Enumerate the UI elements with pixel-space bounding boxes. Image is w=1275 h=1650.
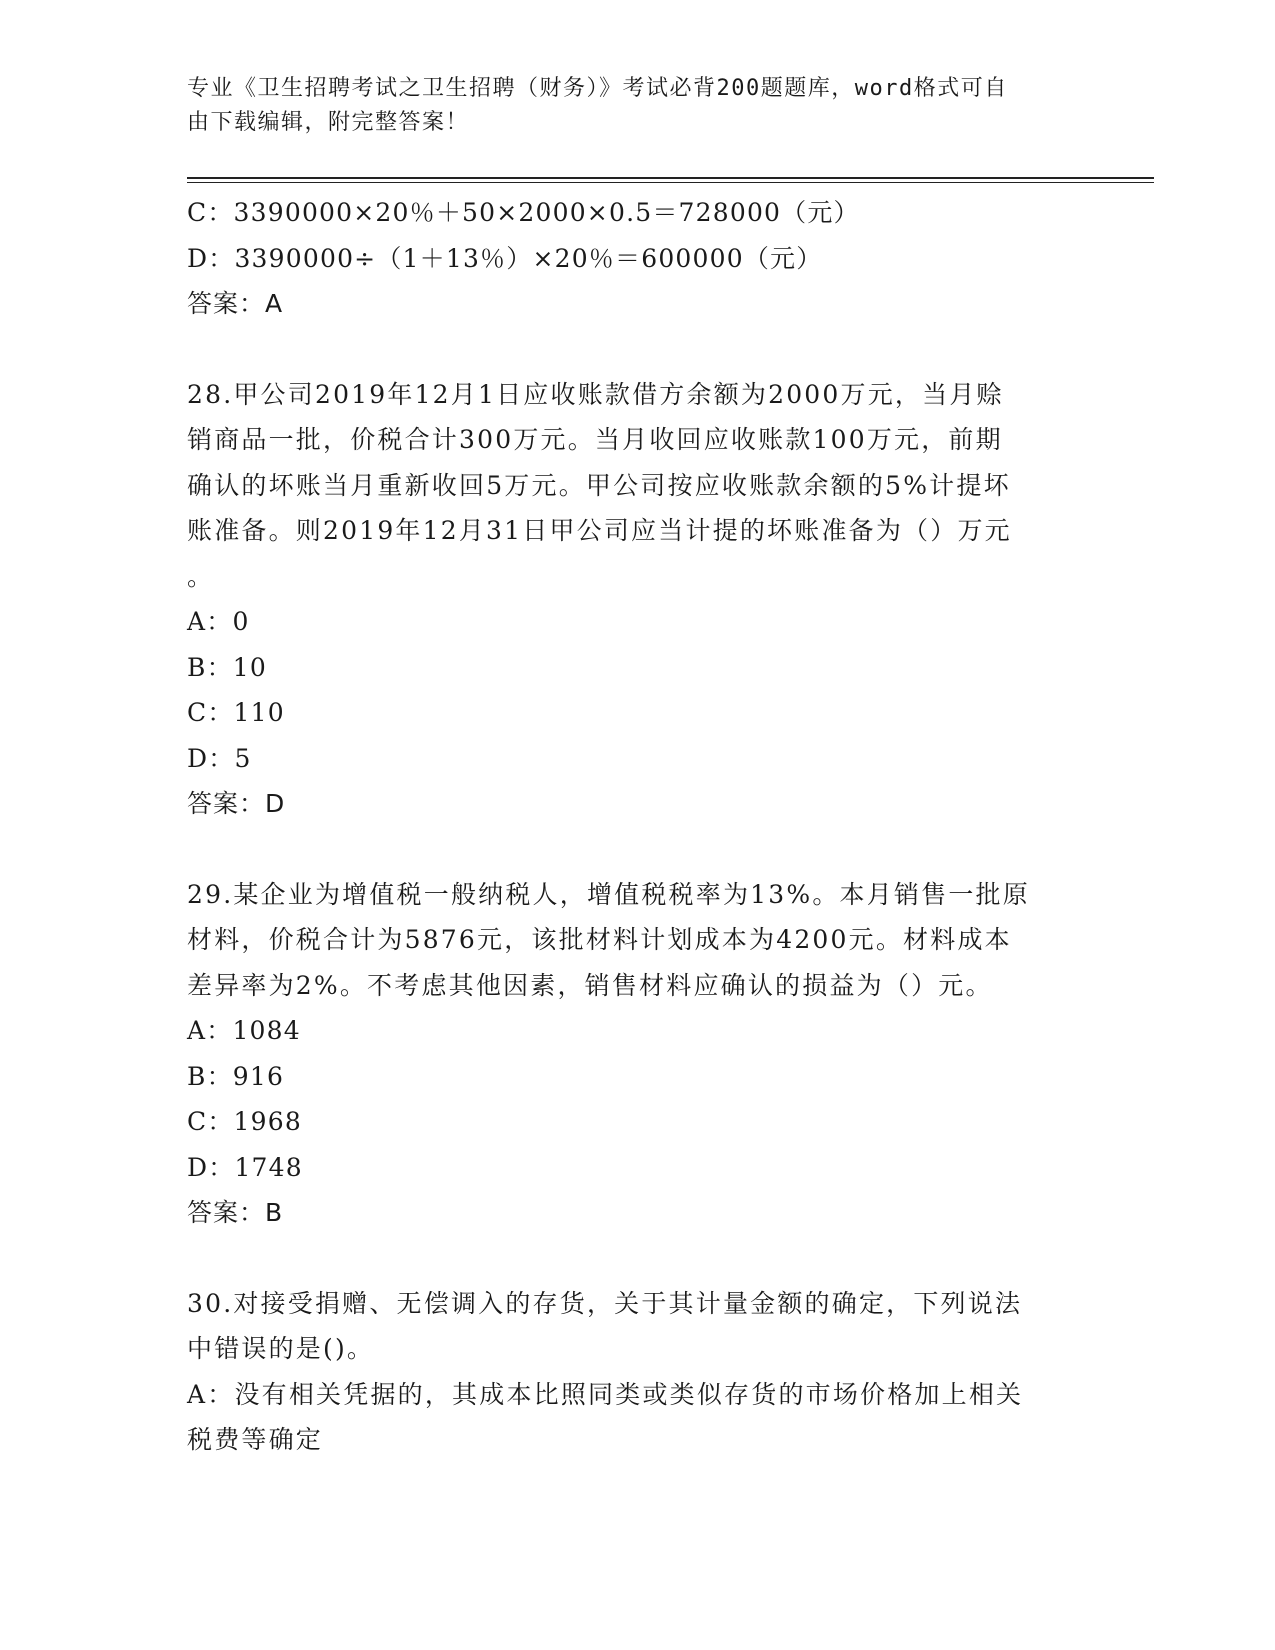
q29-option-c: C：1968 — [187, 1107, 302, 1136]
q29-line-1: 29.某企业为增值税一般纳税人，增值税税率为13%。本月销售一批原 — [187, 879, 1030, 909]
question-28 — [187, 372, 1087, 827]
q28-line-1: 28.甲公司2019年12月1日应收账款借方余额为2000万元，当月赊 — [187, 379, 1004, 409]
q29-line-2: 材料，价税合计为5876元，该批材料计划成本为4200元。材料成本 — [187, 925, 1012, 954]
spacer — [187, 827, 1087, 872]
q28-option-d: D：5 — [187, 743, 252, 773]
document-header — [187, 72, 1067, 140]
q29-option-b: B：916 — [187, 1061, 285, 1091]
q30-line-2: 中错误的是()。 — [187, 1334, 375, 1363]
q28-line-4: 账准备。则2019年12月31日甲公司应当计提的坏账准备为（）万元 — [187, 516, 1012, 545]
prev-option-c: C：3390000×20％＋50×2000×0.5＝728000（元） — [187, 198, 860, 227]
q28-line-5: 。 — [187, 561, 215, 591]
q29-option-d: D：1748 — [187, 1152, 303, 1182]
q30-line-1: 30.对接受捐赠、无偿调入的存货，关于其计量金额的确定，下列说法 — [187, 1288, 1023, 1318]
q30-option-a-line-2: 税费等确定 — [187, 1425, 324, 1454]
header-line-1: 专业《卫生招聘考试之卫生招聘（财务）》考试必背200题题库，word格式可自 — [187, 76, 1008, 101]
q29-line-3: 差异率为2%。不考虑其他因素，销售材料应确认的损益为（）元。 — [187, 970, 993, 1000]
q29-option-a: A：1084 — [187, 1016, 301, 1045]
q28-line-2: 销商品一批，价税合计300万元。当月收回应收账款100万元，前期 — [187, 425, 1003, 454]
q30-option-a-line-1: A：没有相关凭据的，其成本比照同类或类似存货的市场价格加上相关 — [187, 1379, 1024, 1409]
prev-option-d: D：3390000÷（1＋13％）×20％＝600000（元） — [187, 243, 823, 273]
question-29 — [187, 872, 1087, 1236]
q28-line-3: 确认的坏账当月重新收回5万元。甲公司按应收账款余额的5%计提坏 — [187, 470, 1011, 500]
spacer — [187, 327, 1087, 372]
q28-option-a: A：0 — [187, 607, 250, 636]
q28-answer: 答案：D — [187, 789, 286, 818]
header-rule-thick — [187, 177, 1154, 179]
question-30 — [187, 1281, 1087, 1463]
prev-question-options — [187, 190, 1087, 327]
prev-answer: 答案：A — [187, 289, 284, 318]
q28-option-c: C：110 — [187, 698, 285, 727]
header-rule-thin — [187, 182, 1154, 183]
header-line-2: 由下载编辑，附完整答案！ — [187, 110, 470, 135]
q28-option-b: B：10 — [187, 652, 267, 682]
q29-answer: 答案：B — [187, 1198, 284, 1227]
spacer — [187, 1236, 1087, 1281]
document-body — [187, 190, 1087, 1463]
